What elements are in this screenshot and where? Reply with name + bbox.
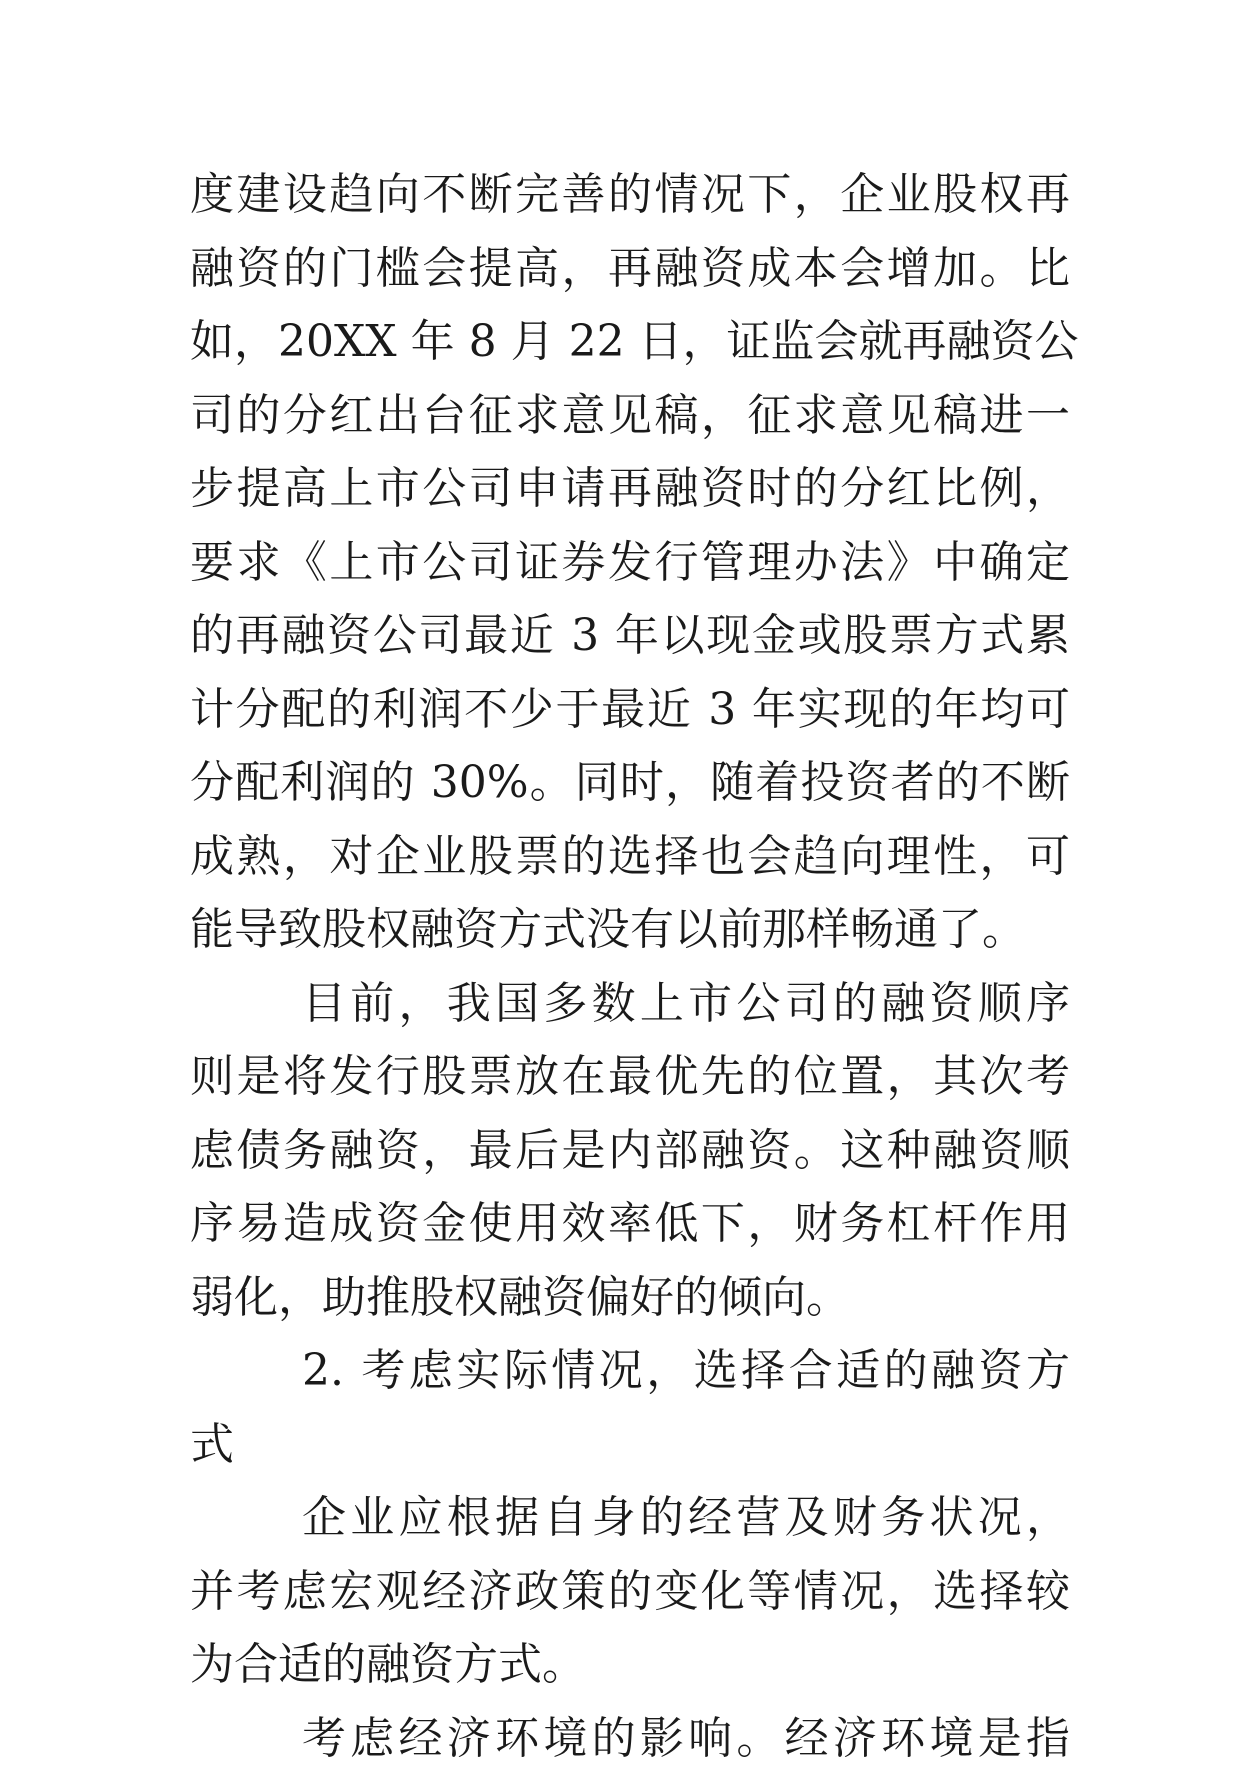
text-line: 分配利润的 30%。同时，随着投资者的不断 [190, 746, 1070, 820]
text-line: 能导致股权融资方式没有以前那样畅通了。 [190, 893, 1070, 967]
text-line: 要求《上市公司证券发行管理办法》中确定 [190, 526, 1070, 600]
text-line: 的再融资公司最近 3 年以现金或股票方式累 [190, 599, 1070, 673]
body-text [190, 158, 1070, 1775]
text-line: 目前，我国多数上市公司的融资顺序 [190, 967, 1070, 1041]
text-line: 计分配的利润不少于最近 3 年实现的年均可 [190, 673, 1070, 747]
text-line: 为合适的融资方式。 [190, 1628, 1070, 1702]
text-line: 如，20XX 年 8 月 22 日，证监会就再融资公 [190, 305, 1070, 379]
text-line: 度建设趋向不断完善的情况下，企业股权再 [190, 158, 1070, 232]
text-line: 融资的门槛会提高，再融资成本会增加。比 [190, 232, 1070, 306]
text-line: 序易造成资金使用效率低下，财务杠杆作用 [190, 1187, 1070, 1261]
text-line: 虑债务融资，最后是内部融资。这种融资顺 [190, 1114, 1070, 1188]
text-line: 成熟，对企业股票的选择也会趋向理性，可 [190, 820, 1070, 894]
text-line: 司的分红出台征求意见稿，征求意见稿进一 [190, 379, 1070, 453]
text-line: 则是将发行股票放在最优先的位置，其次考 [190, 1040, 1070, 1114]
text-line: 步提高上市公司申请再融资时的分红比例， [190, 452, 1070, 526]
text-line: 并考虑宏观经济政策的变化等情况，选择较 [190, 1555, 1070, 1629]
section-heading: 2. 考虑实际情况，选择合适的融资方 [190, 1334, 1070, 1408]
section-heading-continued: 式 [190, 1408, 1070, 1482]
text-line: 弱化，助推股权融资偏好的倾向。 [190, 1261, 1070, 1335]
text-line: 考虑经济环境的影响。经济环境是指 [190, 1702, 1070, 1775]
text-line: 企业应根据自身的经营及财务状况， [190, 1481, 1070, 1555]
